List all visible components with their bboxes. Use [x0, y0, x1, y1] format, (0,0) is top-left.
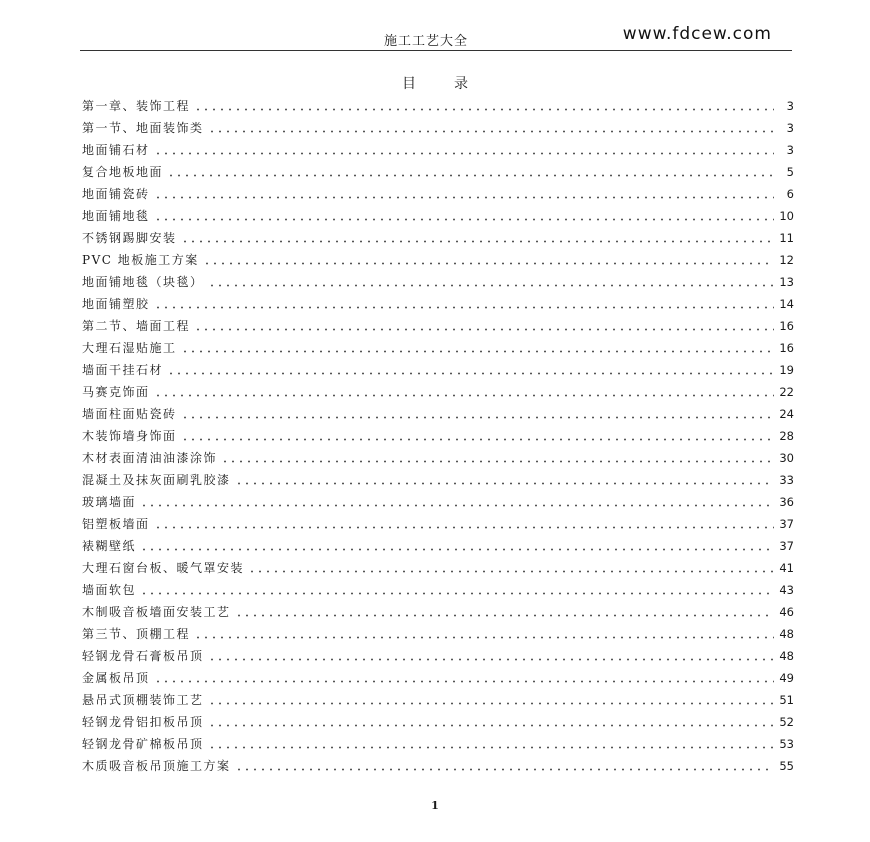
toc-entry-title: 地面铺地毯（块毯） — [82, 275, 204, 289]
toc-dot-leader — [140, 585, 774, 595]
toc-entry-page: 52 — [779, 715, 794, 729]
toc-entry[interactable] — [82, 733, 794, 755]
toc-entry-title: 第二节、墙面工程 — [82, 319, 191, 333]
toc-entry-page: 22 — [779, 385, 794, 399]
toc-dot-leader — [167, 167, 774, 177]
toc-dot-leader — [154, 211, 774, 221]
toc-entry-title: 金属板吊顶 — [82, 671, 150, 685]
toc-entry-title: 马赛克饰面 — [82, 385, 150, 399]
toc-entry-page: 16 — [779, 341, 794, 355]
toc-dot-leader — [167, 365, 774, 375]
toc-entry-page: 51 — [779, 693, 794, 707]
toc-dot-leader — [208, 651, 774, 661]
toc-entry-page: 11 — [779, 231, 794, 245]
toc-entry-page: 55 — [779, 759, 794, 773]
toc-entry-page: 43 — [779, 583, 794, 597]
toc-entry[interactable] — [82, 755, 794, 777]
toc-entry-page: 10 — [779, 209, 794, 223]
toc-dot-leader — [194, 101, 774, 111]
toc-entry[interactable] — [82, 95, 794, 117]
toc-entry-title: 铝塑板墙面 — [82, 517, 150, 531]
toc-entry[interactable] — [82, 535, 794, 557]
toc-entry-page: 3 — [786, 143, 794, 157]
toc-entry-title: 地面铺石材 — [82, 143, 150, 157]
toc-entry-title: 轻钢龙骨铝扣板吊顶 — [82, 715, 204, 729]
toc-entry[interactable] — [82, 271, 794, 293]
toc-entry[interactable] — [82, 601, 794, 623]
toc-entry[interactable] — [82, 557, 794, 579]
toc-dot-leader — [235, 607, 774, 617]
toc-entry[interactable] — [82, 161, 794, 183]
toc-entry-title: 地面铺塑胶 — [82, 297, 150, 311]
table-of-contents — [82, 95, 794, 777]
toc-entry[interactable] — [82, 689, 794, 711]
toc-entry-page: 30 — [779, 451, 794, 465]
document-title: 施工工艺大全 — [384, 34, 469, 49]
toc-entry-title: 轻钢龙骨石膏板吊顶 — [82, 649, 204, 663]
page-header — [80, 24, 792, 51]
toc-entry-page: 5 — [786, 165, 794, 179]
toc-heading: 目录 — [402, 76, 506, 92]
toc-entry-title: 混凝土及抹灰面刷乳胶漆 — [82, 473, 231, 487]
toc-entry-title: 木制吸音板墙面安装工艺 — [82, 605, 231, 619]
toc-entry-title: 木材表面清油油漆涂饰 — [82, 451, 218, 465]
toc-entry-title: 复合地板地面 — [82, 165, 164, 179]
toc-dot-leader — [140, 541, 774, 551]
toc-entry-page: 6 — [786, 187, 794, 201]
toc-entry[interactable] — [82, 491, 794, 513]
toc-entry-page: 16 — [779, 319, 794, 333]
toc-dot-leader — [208, 695, 774, 705]
toc-entry-page: 13 — [779, 275, 794, 289]
toc-entry[interactable] — [82, 227, 794, 249]
toc-dot-leader — [208, 739, 774, 749]
toc-dot-leader — [154, 673, 774, 683]
toc-entry-page: 33 — [779, 473, 794, 487]
toc-entry[interactable] — [82, 205, 794, 227]
toc-entry[interactable] — [82, 337, 794, 359]
toc-entry-title: 第一章、装饰工程 — [82, 99, 191, 113]
toc-entry-title: 地面铺地毯 — [82, 209, 150, 223]
toc-entry-title: 裱糊壁纸 — [82, 539, 137, 553]
website-url: www.fdcew.com — [622, 24, 772, 44]
page-number: 1 — [431, 799, 439, 812]
toc-entry-title: 玻璃墙面 — [82, 495, 137, 509]
toc-entry-title: PVC 地板施工方案 — [82, 253, 199, 267]
toc-entry-page: 48 — [779, 649, 794, 663]
toc-dot-leader — [248, 563, 774, 573]
toc-dot-leader — [235, 475, 774, 485]
toc-dot-leader — [181, 431, 774, 441]
toc-entry[interactable] — [82, 139, 794, 161]
toc-entry-page: 46 — [779, 605, 794, 619]
toc-entry-page: 19 — [779, 363, 794, 377]
toc-entry-page: 41 — [779, 561, 794, 575]
toc-entry[interactable] — [82, 513, 794, 535]
toc-entry-title: 不锈钢踢脚安装 — [82, 231, 177, 245]
toc-entry-page: 3 — [786, 121, 794, 135]
toc-entry-title: 墙面软包 — [82, 583, 137, 597]
toc-entry-title: 悬吊式顶棚装饰工艺 — [82, 693, 204, 707]
toc-entry-title: 轻钢龙骨矿棉板吊顶 — [82, 737, 204, 751]
toc-dot-leader — [154, 519, 774, 529]
toc-entry[interactable] — [82, 579, 794, 601]
toc-dot-leader — [203, 255, 774, 265]
toc-entry[interactable] — [82, 117, 794, 139]
toc-dot-leader — [154, 189, 774, 199]
toc-entry-title: 大理石湿贴施工 — [82, 341, 177, 355]
toc-entry[interactable] — [82, 425, 794, 447]
toc-dot-leader — [181, 343, 774, 353]
toc-dot-leader — [154, 299, 774, 309]
toc-entry[interactable] — [82, 293, 794, 315]
toc-entry-page: 48 — [779, 627, 794, 641]
toc-entry-title: 木装饰墙身饰面 — [82, 429, 177, 443]
toc-dot-leader — [140, 497, 774, 507]
toc-dot-leader — [181, 409, 774, 419]
toc-entry-title: 墙面干挂石材 — [82, 363, 164, 377]
toc-dot-leader — [208, 123, 774, 133]
toc-entry[interactable] — [82, 667, 794, 689]
toc-dot-leader — [194, 629, 774, 639]
toc-entry-title: 墙面柱面贴瓷砖 — [82, 407, 177, 421]
toc-entry[interactable] — [82, 469, 794, 491]
toc-entry[interactable] — [82, 249, 794, 271]
toc-dot-leader — [208, 277, 774, 287]
toc-entry-title: 地面铺瓷砖 — [82, 187, 150, 201]
toc-entry-page: 37 — [779, 517, 794, 531]
toc-dot-leader — [181, 233, 774, 243]
toc-entry[interactable] — [82, 381, 794, 403]
toc-dot-leader — [194, 321, 774, 331]
toc-entry-page: 14 — [779, 297, 794, 311]
toc-entry[interactable] — [82, 645, 794, 667]
toc-entry[interactable] — [82, 447, 794, 469]
toc-entry-page: 36 — [779, 495, 794, 509]
toc-entry[interactable] — [82, 183, 794, 205]
toc-entry-title: 第一节、地面装饰类 — [82, 121, 204, 135]
toc-entry-title: 第三节、顶棚工程 — [82, 627, 191, 641]
toc-dot-leader — [154, 145, 774, 155]
toc-entry-page: 3 — [786, 99, 794, 113]
toc-entry-title: 大理石窗台板、暖气罩安装 — [82, 561, 245, 575]
toc-entry-page: 12 — [779, 253, 794, 267]
toc-dot-leader — [154, 387, 774, 397]
toc-entry-title: 木质吸音板吊顶施工方案 — [82, 759, 231, 773]
toc-entry-page: 28 — [779, 429, 794, 443]
toc-entry[interactable] — [82, 623, 794, 645]
toc-entry-page: 53 — [779, 737, 794, 751]
toc-entry[interactable] — [82, 315, 794, 337]
toc-entry-page: 49 — [779, 671, 794, 685]
toc-entry[interactable] — [82, 711, 794, 733]
toc-dot-leader — [235, 761, 774, 771]
toc-entry-page: 37 — [779, 539, 794, 553]
toc-entry-page: 24 — [779, 407, 794, 421]
toc-dot-leader — [221, 453, 774, 463]
toc-entry[interactable] — [82, 403, 794, 425]
toc-dot-leader — [208, 717, 774, 727]
toc-entry[interactable] — [82, 359, 794, 381]
